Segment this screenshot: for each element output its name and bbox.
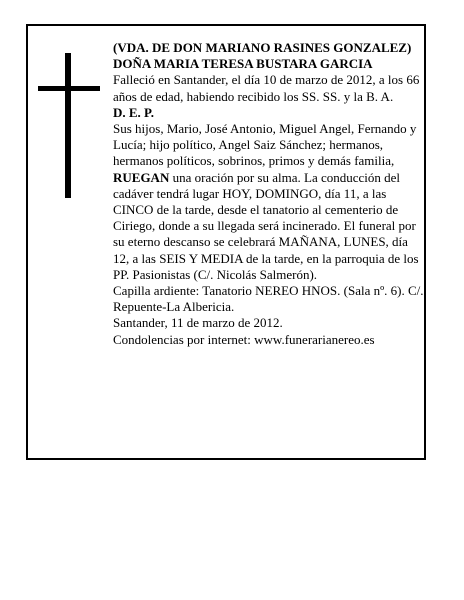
cross-icon: [38, 53, 100, 198]
widow-of-line: (VDA. DE DON MARIANO RASINES GONZALEZ): [113, 40, 412, 55]
dep-line: D. E. P.: [113, 104, 155, 120]
chapel-info: Capilla ardiente: Tanatorio NEREO HNOS. (Sala nº. 6). C/. Repuente-La Albericia.: [113, 283, 424, 315]
death-info: Falleció en Santander, el día 10 de marzo de 2012, a los 66 años de edad, habiendo recibido los SS. SS. y la B. A.: [113, 72, 420, 104]
cross-vertical-bar: [65, 53, 71, 198]
obituary-text: [113, 40, 425, 348]
ruegan-word: RUEGAN: [113, 169, 170, 185]
date-line: Santander, 11 de marzo de 2012.: [113, 315, 283, 331]
deceased-name: DOÑA MARIA TERESA BUSTARA GARCIA: [113, 56, 373, 72]
ceremony-info: [113, 170, 425, 283]
condolences-line: Condolencias por internet: www.funerarianereo.es: [113, 331, 375, 347]
family-list: Sus hijos, Mario, José Antonio, Miguel Angel, Fernando y Lucía; hijo político, Angel Saiz Sánchez; hermanos, hermanos políticos, sobrinos, primos y demás familia,: [113, 121, 417, 169]
ceremony-details: una oración por su alma. La conducción del cadáver tendrá lugar HOY, DOMINGO, día 11, a las CINCO de la tarde, desde el tanatorio al cementerio de Ciriego, donde a su llegada será incinerado. El funeral por su eterno descanso se celebrará MAÑANA, LUNES, día 12, a las SEIS Y MEDIA de la tarde, en la parroquia de los PP. Pasionistas (C/. Nicolás Salmerón).: [113, 169, 419, 282]
cross-horizontal-bar: [38, 86, 100, 91]
